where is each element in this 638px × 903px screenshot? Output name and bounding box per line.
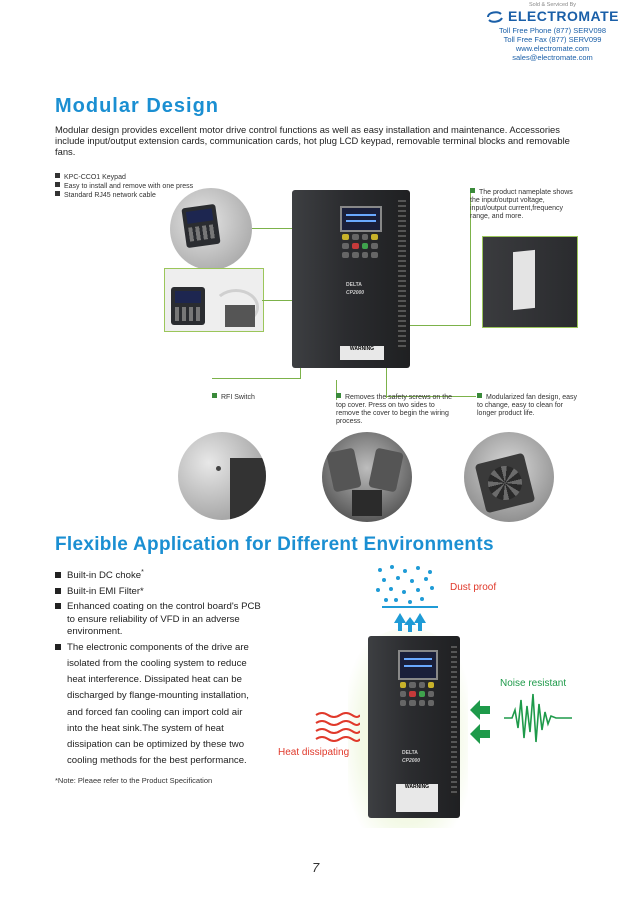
bullet-icon [55, 588, 61, 594]
screws-text: Removes the safety screws on the top cover. Press on two sides to remove the cover to begin the wiring process. [336, 394, 452, 425]
drive-front-logo: DELTA [402, 750, 418, 756]
brand-name: ELECTROMATE [507, 8, 619, 24]
dealer-header [470, 2, 635, 62]
noise-resistant-label: Noise resistant [500, 678, 567, 689]
drive-front-warning: WARNING [396, 784, 438, 812]
keypad-list [55, 173, 193, 200]
dust-particles-icon [372, 564, 442, 608]
noise-arrows-icon [468, 698, 492, 746]
rfi-switch-image [178, 432, 266, 520]
nameplate-text: The product nameplate shows the input/output voltage, input/output current,frequency range, and more. [470, 189, 573, 220]
warning-label: WARNING [340, 346, 384, 360]
list-item: Built-in EMI Filter* [55, 584, 315, 600]
bullet-icon [55, 173, 60, 178]
bullet-icon [55, 644, 61, 650]
bullet-icon [55, 603, 61, 609]
drive-image [292, 190, 410, 368]
feature-list [55, 565, 315, 769]
bullet-icon [55, 182, 60, 187]
bullet-icon [336, 393, 341, 398]
fax-text: Toll Free Fax (877) SERV099 [503, 35, 602, 44]
screws-image [322, 432, 412, 522]
bullet-icon [55, 191, 60, 196]
fan-image [464, 432, 554, 522]
sold-by-label: Sold & Serviced By [528, 2, 577, 8]
list-item: Built-in DC choke* [55, 565, 315, 584]
connector-line [252, 228, 292, 229]
bullet-icon [470, 188, 475, 193]
page-number: 7 [312, 860, 320, 875]
fan-text: Modularized fan design, easy to change, easy to clean for longer product life. [477, 394, 578, 417]
bullet-icon [212, 393, 217, 398]
drive-front-model: CP2000 [402, 758, 421, 764]
keypad-cable-image [164, 268, 264, 332]
rfi-label: RFI Switch [212, 393, 255, 402]
keypad-detail-image [170, 188, 252, 270]
heat-dissipating-label: Heat dissipating [278, 747, 350, 758]
drive-model: CP2000 [346, 290, 365, 296]
list-item: Standard RJ45 network cable [55, 191, 193, 200]
electromate-logo-icon [486, 11, 504, 23]
up-arrows-icon [392, 611, 428, 633]
heat-waves-icon [314, 710, 360, 744]
bullet-icon [477, 393, 482, 398]
connector-line [212, 378, 300, 379]
email-link[interactable]: sales@electromate.com [512, 53, 593, 62]
dust-proof-label: Dust proof [450, 582, 497, 593]
footnote: *Note: Pleaee refer to the Product Specification [55, 776, 213, 785]
list-item: Easy to install and remove with one press [55, 182, 193, 191]
modular-title: Modular Design [55, 95, 220, 117]
list-item: KPC-CCO1 Keypad [55, 173, 193, 182]
barrier-line [382, 606, 438, 608]
drive-front-image [368, 636, 460, 818]
drive-logo: DELTA [346, 282, 362, 288]
web-link[interactable]: www.electromate.com [515, 44, 590, 53]
list-item: Enhanced coating on the control board's PCB to ensure reliability of VFD in an adverse environment. [55, 599, 315, 639]
nameplate-image [482, 236, 578, 328]
connector-line [262, 300, 292, 301]
list-item: The electronic components of the drive are isolated from the cooling system to reduce heat interference. Dissipated heat can be discharged by flange-mounting installation, and forced fan cooling can import cold air into the heat sink.The system of heat dissipation can be optimized by these two cooling methods for the best performance. [55, 639, 315, 770]
phone-text: Toll Free Phone (877) SERV098 [498, 26, 606, 35]
connector-line [410, 325, 470, 326]
flexible-title: Flexible Application for Different Environments [55, 534, 494, 555]
noise-waveform-icon [504, 688, 572, 746]
modular-intro: Modular design provides excellent motor drive control functions as well as easy installation and maintenance. Accessories include input/output extension cards, communication cards, hot plug LCD keypad, removable terminal blocks and removable fans. [55, 124, 570, 157]
bullet-icon [55, 572, 61, 578]
